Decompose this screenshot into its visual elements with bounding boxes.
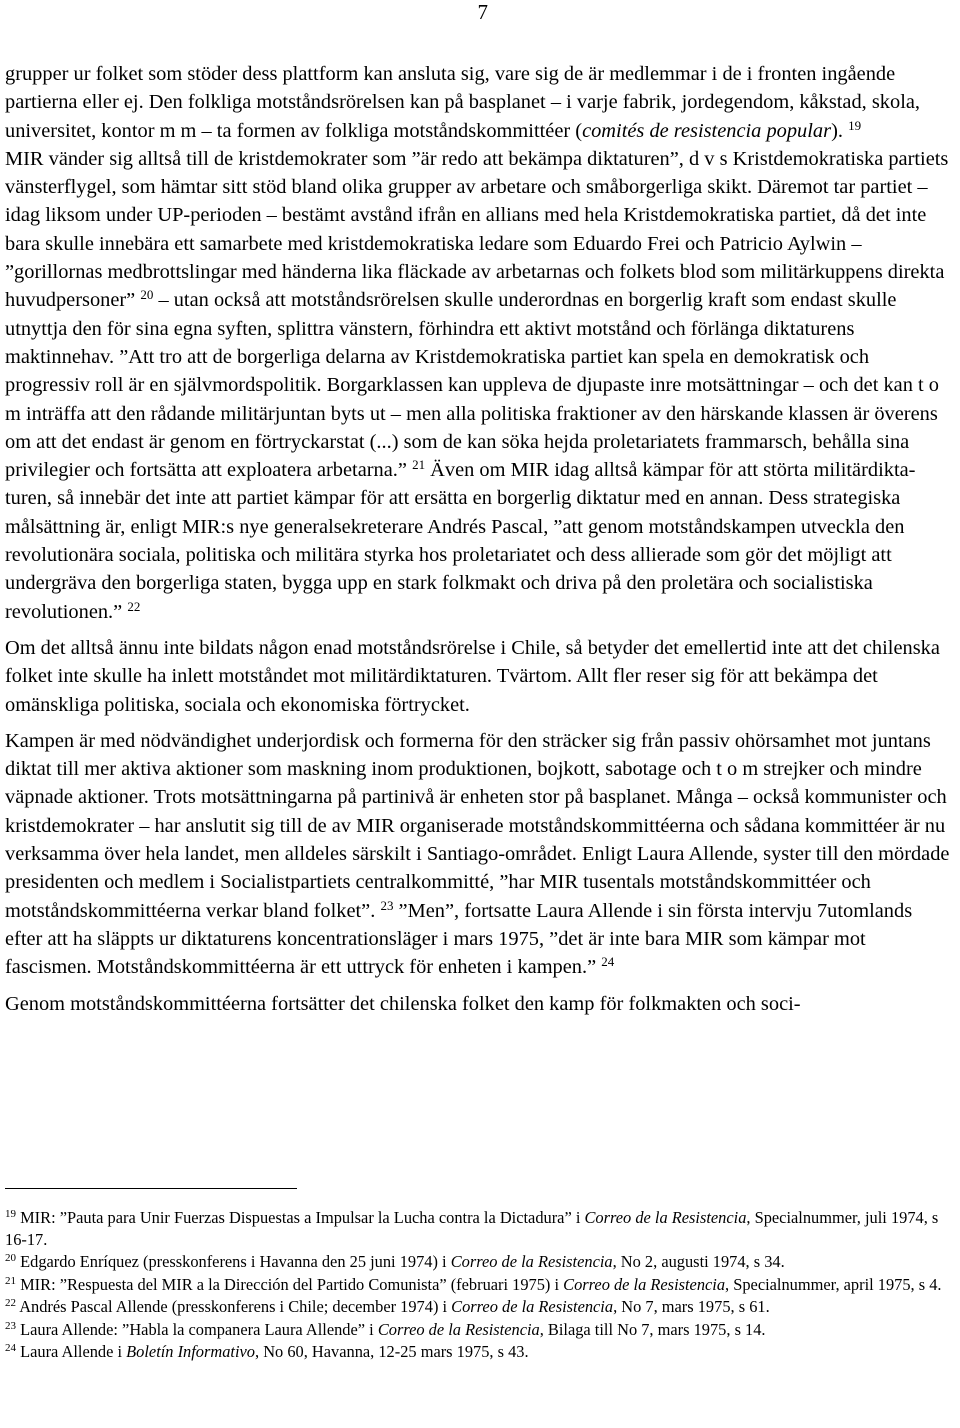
paragraph-4 [5,727,952,982]
publication-title: Correo de la Resistencia [377,1319,540,1339]
footnote-ref-21[interactable]: 21 [412,457,426,473]
publication-title: Boletín Informativo [126,1342,255,1361]
footnote-text: , No 60, Havanna, 12-25 mars 1975, s 43. [255,1342,529,1361]
italic-term: comités de resistencia popular [582,119,832,142]
paragraph-3: Om det alltså ännu inte bildats någon enad motståndsrörelse i Chile, så betyder det emellertid inte att det chilenska folket inte skulle ha inlett motståndet mot militärdiktaturen. Tvärtom. Allt fler reser sig för att bekämpa det omänskliga politiska, sociala och ekonomiska förtrycket. [5,636,940,716]
footnote-23 [5,1319,952,1341]
paragraph-text: grupper ur folket som stöder dess plattform kan ansluta sig, vare sig de är medlemmar i de i fronten ingående partierna eller ej. Den folkliga motståndsrörelsen kan på basplanet – i varje fabrik, jordegendom, kåkstad, skola, universitet, kontor m m – ta formen av folkliga motståndskommittéer ( [5,63,921,142]
footnote-text: MIR: ”Respuesta del MIR a la Dirección del Partido Comunista” (februari 1975) i [20,1274,564,1294]
footnote-ref-19[interactable]: 19 [848,117,862,133]
paragraph-2 [5,145,952,626]
body-text [5,60,952,1026]
footnote-divider [5,1188,297,1189]
footnote-ref-20[interactable]: 20 [140,287,154,303]
paragraph-text: – utan också att motståndsrörelsen skulle underordnas en borgerlig kraft som endast skulle utnyttja den för sina egna syften, splittra vänstern, förhindra ett aktivt motstånd och förlänga diktaturens maktinnehav. ”Att tro att de borgerliga delarna av Kristdemokratiska partiet kan spela en demokratisk och progressiv roll är en självmordspolitik. Borgarklassen kan uppleva de djupaste inre motsättningar – och det kan t o m inträffa att den rådande militärjuntan byts ut – men alla politiska fraktioner av den härskande klassen är överens om att det endast är genom en förtryckarstat (...) som de kan söka hejda proletariatets frammarsch, behålla sina privilegier och fortsätta att exploatera arbetarna.” [5,289,939,482]
footnote-text: Andrés Pascal Allende (presskonferens i Chile; december 1974) i [19,1297,452,1316]
footnote-text: , Bilaga till No 7, mars 1975, s 14. [539,1319,766,1339]
footnote-24 [5,1341,952,1363]
footnote-text: , No 7, mars 1975, s 61. [613,1297,770,1316]
footnote-number: 22 [5,1297,16,1309]
footnote-21 [5,1274,952,1296]
footnote-text: Laura Allende: ”Habla la companera Laura Allende” i [20,1319,378,1339]
footnote-text: Laura Allende i [20,1342,127,1361]
footnote-text: , No 2, augusti 1974, s 34. [612,1252,785,1271]
paragraph-text: Även om MIR idag alltså kämpar för att störta militärdiktaturen, så innebär det inte att partiet kämpar för att ersätta en borgerlig diktatur med en annan. Dess strategiska målsättning är, enligt MIR:s nye generalsekreterare Andrés Pascal, ”att genom motståndskampen utveckla den revolutionära sociala, politiska och militära styrka hos proletariatet och dess allierade som gör det möjligt att undergräva den borgerliga staten, bygga upp en stark folkmakt och driva på den proletära och socialistiska revolutionen.” [5,459,916,623]
footnote-20 [5,1251,952,1273]
footnote-text: Edgardo Enríquez (presskonferens i Havanna den 25 juni 1974) i [20,1252,451,1271]
footnote-number: 23 [5,1319,16,1332]
paragraph-text: ). [831,119,843,142]
footnote-number: 21 [5,1274,16,1287]
paragraph-text: MIR vänder sig alltså till de kristdemokrater som ”är redo att bekämpa diktaturen”, d v s Kristdemokratiska partiets vänsterflygel, som hämtar sitt stöd bland olika grupper av arbetare och småborgerliga skikt. Däremot tar partiet – idag liksom under UP-perioden – bestämt avstånd ifrån en allians med hela Kristdemokratiska partiet, då det inte bara skulle innebära ett samarbete med kristdemokratiska ledare som Eduardo Frei och Patricio Aylwin – ”gorillornas medbrottslingar med händerna lika fläckade av arbetarnas och folkets blod som militärkuppens direkta huvudpersoner” [5,147,949,312]
publication-title: Correo de la Resistencia [450,1252,613,1271]
paragraph-1 [5,60,952,145]
footnote-text: MIR: ”Pauta para Unir Fuerzas Dispuestas a Impulsar la Lucha contra la Dictadura” i [20,1208,585,1227]
publication-title: Correo de la Resistencia [584,1208,747,1227]
footnote-ref-23[interactable]: 23 [380,897,394,913]
paragraph-text: ”Men”, fortsatte Laura Allende i sin första intervju 7utomlands efter att ha släppts ur diktaturens koncentrationsläger i mars 1975, ”det är inte bara MIR som kämpar mot fascismen. Motståndskommittéerna är ett uttryck för enheten i kampen.” [5,899,913,979]
footnote-number: 19 [5,1208,16,1220]
footnote-number: 24 [5,1342,16,1354]
footnote-text: , Specialnummer, juli 1974, s 16-17. [5,1208,939,1249]
footnotes [5,1207,952,1364]
footnote-19 [5,1207,952,1250]
footnote-text: , Specialnummer, april 1975, s 4. [725,1274,942,1294]
footnote-22 [5,1296,952,1318]
page-number: 7 [477,0,488,24]
publication-title: Correo de la Resistencia [563,1274,726,1294]
paragraph-5: Genom motståndskommittéerna fortsätter det chilenska folket den kamp för folkmakten och soci- [5,992,801,1015]
footnote-number: 20 [5,1252,16,1264]
footnote-ref-22[interactable]: 22 [127,598,141,614]
paragraph-text: Kampen är med nödvändighet underjordisk och formerna för den sträcker sig från passiv ohörsamhet mot juntans diktat till mer aktiva aktioner som maskning inom produktionen, bojkott, sabotage och t o m strejker och mindre väpnade aktioner. Trots motsättningarna på partinivå är enheten stor på basplanet. Många – också kommunister och kristdemokrater – har anslutit sig till de av MIR organiserade motståndskommittéerna och sådana kommittéer är nu verksamma över hela landet, men alldeles särskilt i Santiago-området. Enligt Laura Allende, syster till den mördade presidenten och medlem i Socialistpartiets centralkommitté, ”har MIR tusentals motståndskommittéer och motståndskommittéerna verkar bland folket”. [5,729,950,922]
footnote-ref-24[interactable]: 24 [601,954,615,970]
publication-title: Correo de la Resistencia [451,1297,614,1316]
